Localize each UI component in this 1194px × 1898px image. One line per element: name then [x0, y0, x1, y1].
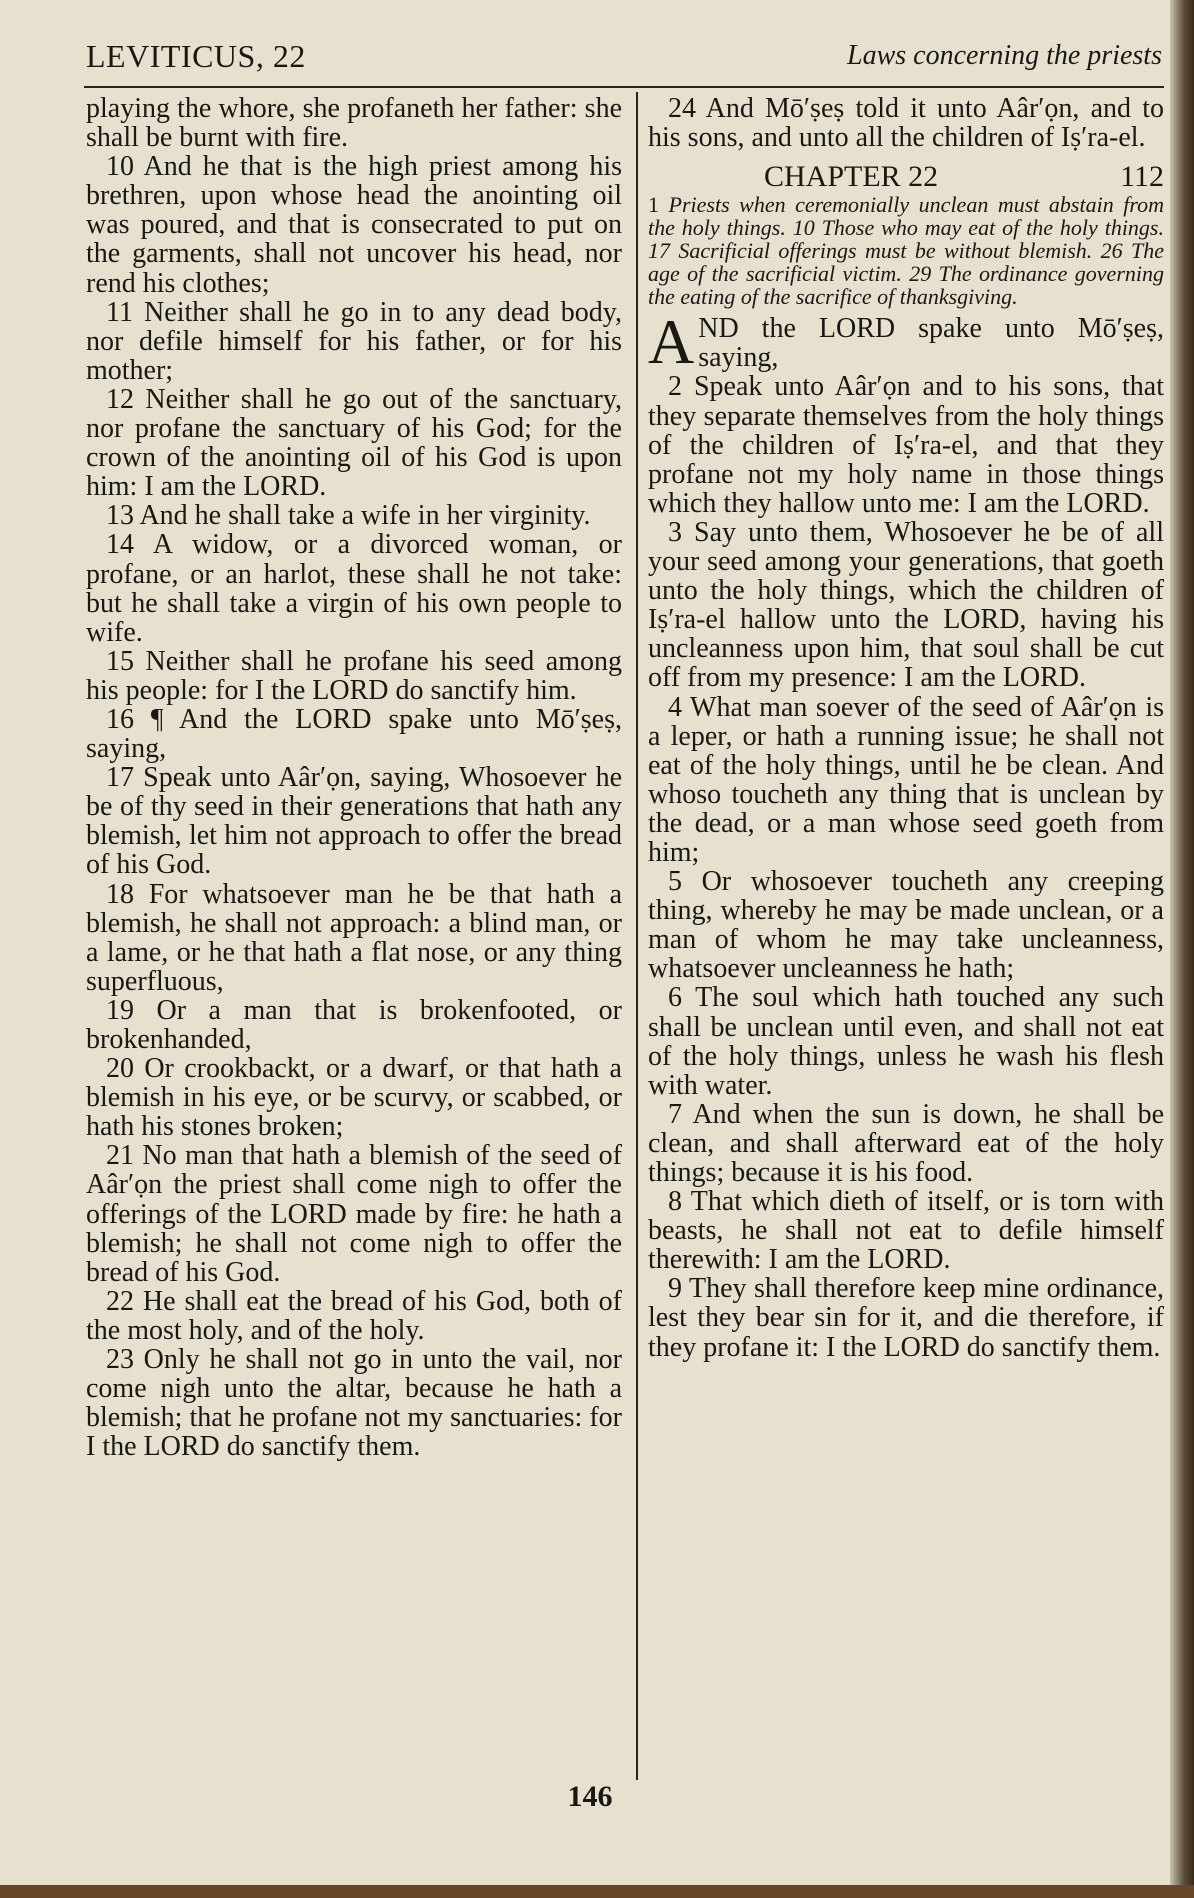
book-bottom-edge	[0, 1885, 1194, 1898]
verse-text: 24 And Mō′ṣeṣ told it unto Aâr′ọn, and to his sons, and unto all the children of Iṣ′ra-el.	[648, 93, 1164, 154]
verse-text: 9 They shall therefore keep mine ordinance, lest they bear sin for it, and die therefore, if they profane it: I the LORD do sanctify them.	[648, 1273, 1164, 1363]
verse-text: 17 Speak unto Aâr′ọn, saying, Whosoever he be of thy seed in their generations that hath any blemish, let him not approach to offer the bread of his God.	[86, 762, 622, 881]
verse-text: 12 Neither shall he go out of the sanctuary, nor profane the sanctuary of his God; for the crown of the anointing oil of his God is upon him: I am the LORD.	[86, 383, 622, 503]
verse-text: ND the LORD spake unto Mō′ṣeṣ, saying,	[698, 313, 1164, 374]
running-head-topic: Laws concerning the priests	[847, 40, 1162, 71]
verse-text: 18 For whatsoever man he be that hath a blemish, he shall not approach: a blind man, or a lame, or he that hath a flat nose, or any thing superfluous,	[86, 878, 622, 997]
verse-text: 23 Only he shall not go in unto the vail, nor come nigh unto the altar, because he hath a blemish; that he profane not my sanctuaries: for I the LORD do sanctify them.	[86, 1344, 622, 1463]
book-page-edge	[1170, 0, 1194, 1898]
verse-text: 19 Or a man that is brokenfooted, or brokenhanded,	[86, 994, 622, 1055]
right-column	[648, 94, 1164, 1362]
chapter-number: 112	[1120, 160, 1164, 194]
chapter-summary	[648, 193, 1164, 308]
verse-1	[648, 306, 1164, 378]
header-rule	[84, 86, 1164, 88]
verse-text: 10 And he that is the high priest among his brethren, upon whose head the anointing oil was poured, and that is consecrated to put on the garments, shall not uncover his head, nor rend his clothes;	[86, 151, 622, 299]
verse-text: 6 The soul which hath touched any such shall be unclean until even, and shall not eat of the holy things, unless he wash his flesh with water.	[648, 982, 1164, 1101]
column-divider	[636, 92, 638, 1780]
verse-text: 11 Neither shall he go in to any dead body, nor defile himself for his father, or for his mother;	[86, 296, 622, 386]
verse-text: 22 He shall eat the bread of his God, both of the most holy, and of the holy.	[86, 1285, 622, 1346]
verse-text: 16 ¶ And the LORD spake unto Mō′ṣeṣ, saying,	[86, 703, 622, 765]
drop-cap: A	[648, 306, 695, 378]
verse-text: 2 Speak unto Aâr′ọn and to his sons, that they separate themselves from the holy things of the children of Iṣ′ra-el, and that they profane not my holy name in those things which they hallow unto me: I am the LORD.	[648, 371, 1164, 519]
verse-text: 5 Or whosoever toucheth any creeping thing, whereby he may be made unclean, or a man of whom he may take uncleanness, whatsoever uncleanness he hath;	[648, 866, 1164, 985]
left-column	[86, 94, 622, 1461]
page-number: 146	[567, 1780, 613, 1813]
verse-text: 4 What man soever of the seed of Aâr′ọn is a leper, or hath a running issue; he shall not eat of the holy things, until he be clean. And whoso toucheth any thing that is unclean by the dead, or a man whose seed goeth from him;	[648, 691, 1164, 868]
verse-text: 7 And when the sun is down, he shall be clean, and shall afterward eat of the holy things; because it is his food.	[648, 1098, 1164, 1188]
verse-text: 3 Say unto them, Whosoever he be of all your seed among your generations, that goeth unto the holy things, which the children of Iṣ′ra-el hallow unto the LORD, having his uncleanness upon him, that soul shall be cut off from my presence: I am the LORD.	[648, 516, 1164, 694]
chapter-heading-row	[648, 160, 1164, 194]
summary-text: Priests when ceremonially unclean must abstain from the holy things. 10 Those who may eat of the holy things. 17 Sacrificial offerings must be without blemish. 26 The age of the sacrificial victim. 29 The ordinance governing the eating of the sacrifice of thanksgiving.	[648, 192, 1164, 310]
verse-text: 21 No man that hath a blemish of the seed of Aâr′ọn the priest shall come nigh to offer the offerings of the LORD made by fire: he hath a blemish; he shall not come nigh to offer the bread of his God.	[86, 1140, 622, 1288]
verse-text: 20 Or crookbackt, or a dwarf, or that hath a blemish in his eye, or be scurvy, or scabbed, or hath his stones broken;	[86, 1053, 622, 1143]
verse-text: 13 And he shall take a wife in her virginity.	[106, 500, 591, 532]
chapter-heading: CHAPTER 22	[764, 160, 939, 194]
summary-number: 1	[648, 192, 659, 218]
verse-text: 8 That which dieth of itself, or is torn with beasts, he shall not eat to defile himself therewith: I am the LORD.	[648, 1186, 1164, 1276]
running-head-book: LEVITICUS, 22	[86, 38, 306, 74]
verse-text: playing the whore, she profaneth her father: she shall be burnt with fire.	[86, 93, 622, 154]
verse-text: 15 Neither shall he profane his seed among his people: for I the LORD do sanctify him.	[86, 645, 622, 706]
verse-text: 14 A widow, or a divorced woman, or profane, or an harlot, these shall he not take: but he shall take a virgin of his own people to wife.	[86, 529, 622, 648]
